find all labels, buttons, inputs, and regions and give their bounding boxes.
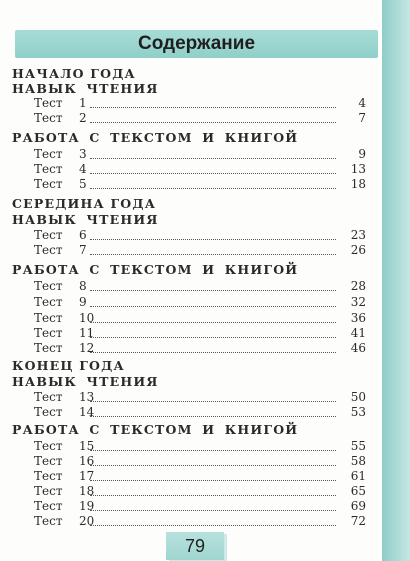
test-number: 6 — [79, 228, 87, 242]
toc-entry — [34, 177, 366, 192]
subsection-heading: РАБОТА С ТЕКСТОМ И КНИГОЙ — [12, 262, 299, 277]
test-number: 13 — [79, 390, 95, 404]
toc-entry — [34, 439, 366, 454]
dot-leader — [90, 510, 336, 511]
test-number: 4 — [79, 162, 87, 176]
page-ref: 41 — [350, 326, 366, 340]
test-label: Тест — [34, 484, 63, 498]
test-label: Тест — [34, 147, 63, 161]
dot-leader — [90, 107, 336, 108]
test-number: 18 — [79, 484, 95, 498]
dot-leader — [90, 122, 336, 123]
page-ref: 69 — [350, 499, 366, 513]
subsection-heading: НАВЫК ЧТЕНИЯ — [12, 81, 159, 96]
dot-leader — [90, 525, 336, 526]
page-ref: 26 — [350, 243, 366, 257]
test-label: Тест — [34, 162, 63, 176]
test-label: Тест — [34, 111, 63, 125]
test-number: 3 — [79, 147, 87, 161]
test-number: 14 — [79, 405, 95, 419]
toc-entry — [34, 514, 366, 529]
test-label: Тест — [34, 405, 63, 419]
page-number: 79 — [184, 536, 206, 556]
test-label: Тест — [34, 499, 63, 513]
page-ref: 50 — [350, 390, 366, 404]
toc-entry — [34, 454, 366, 469]
test-number: 1 — [79, 96, 87, 110]
toc-entry — [34, 111, 366, 126]
page-ref: 53 — [350, 405, 366, 419]
page-ref: 61 — [350, 469, 366, 483]
page-ref: 46 — [350, 341, 366, 355]
test-label: Тест — [34, 228, 63, 242]
subsection-heading: РАБОТА С ТЕКСТОМ И КНИГОЙ — [12, 422, 299, 437]
page-ref: 4 — [358, 96, 366, 110]
test-number: 11 — [79, 326, 95, 340]
test-label: Тест — [34, 341, 63, 355]
page-ref: 55 — [350, 439, 366, 453]
toc-entry — [34, 405, 366, 420]
page-ref: 32 — [350, 295, 366, 309]
test-number: 17 — [79, 469, 95, 483]
test-label: Тест — [34, 326, 63, 340]
test-number: 19 — [79, 499, 95, 513]
test-number: 2 — [79, 111, 87, 125]
page-ref: 13 — [350, 162, 366, 176]
subsection-heading: РАБОТА С ТЕКСТОМ И КНИГОЙ — [12, 130, 299, 145]
test-label: Тест — [34, 311, 63, 325]
page-ref: 23 — [350, 228, 366, 242]
test-number: 20 — [79, 514, 95, 528]
toc-entry — [34, 484, 366, 499]
test-label: Тест — [34, 439, 63, 453]
toc-entry — [34, 147, 366, 162]
page-ref: 36 — [350, 311, 366, 325]
test-label: Тест — [34, 390, 63, 404]
page-ref: 18 — [350, 177, 366, 191]
test-number: 16 — [79, 454, 95, 468]
section-heading: СЕРЕДИНА ГОДА — [12, 196, 157, 211]
toc-entry — [34, 499, 366, 514]
test-label: Тест — [34, 454, 63, 468]
toc-entry — [34, 390, 366, 405]
toc-entry — [34, 228, 366, 243]
test-label: Тест — [34, 96, 63, 110]
dot-leader — [90, 480, 336, 481]
toc-entry — [34, 295, 366, 310]
toc-entry — [34, 326, 366, 341]
test-number: 9 — [79, 295, 87, 309]
dot-leader — [90, 188, 336, 189]
dot-leader — [90, 254, 336, 255]
test-label: Тест — [34, 177, 63, 191]
dot-leader — [90, 352, 336, 353]
toc-entry — [34, 243, 366, 258]
test-number: 12 — [79, 341, 95, 355]
dot-leader — [90, 173, 336, 174]
page-ref: 65 — [350, 484, 366, 498]
subsection-heading: НАВЫК ЧТЕНИЯ — [12, 212, 159, 227]
dot-leader — [90, 337, 336, 338]
toc-entry — [34, 162, 366, 177]
test-label: Тест — [34, 295, 63, 309]
dot-leader — [90, 322, 336, 323]
dot-leader — [90, 290, 336, 291]
toc-entry — [34, 311, 366, 326]
test-number: 7 — [79, 243, 87, 257]
toc-entry — [34, 341, 366, 356]
page-number-box — [166, 532, 224, 560]
page-ref: 7 — [358, 111, 366, 125]
dot-leader — [90, 465, 336, 466]
dot-leader — [90, 158, 336, 159]
dot-leader — [90, 450, 336, 451]
toc-entry — [34, 96, 366, 111]
toc-entry — [34, 469, 366, 484]
test-number: 8 — [79, 279, 87, 293]
dot-leader — [90, 306, 336, 307]
page-ref: 58 — [350, 454, 366, 468]
test-number: 10 — [79, 311, 95, 325]
test-label: Тест — [34, 469, 63, 483]
dot-leader — [90, 239, 336, 240]
subsection-heading: НАВЫК ЧТЕНИЯ — [12, 374, 159, 389]
page-ref: 72 — [350, 514, 366, 528]
page-ref: 9 — [358, 147, 366, 161]
section-heading: КОНЕЦ ГОДА — [12, 358, 125, 373]
test-label: Тест — [34, 514, 63, 528]
page-ref: 28 — [350, 279, 366, 293]
test-label: Тест — [34, 279, 63, 293]
test-number: 15 — [79, 439, 95, 453]
dot-leader — [90, 416, 336, 417]
test-number: 5 — [79, 177, 87, 191]
page-title: Содержание — [137, 33, 256, 54]
toc-entry — [34, 279, 366, 294]
dot-leader — [90, 495, 336, 496]
section-heading: НАЧАЛО ГОДА — [12, 66, 136, 81]
dot-leader — [90, 401, 336, 402]
test-label: Тест — [34, 243, 63, 257]
